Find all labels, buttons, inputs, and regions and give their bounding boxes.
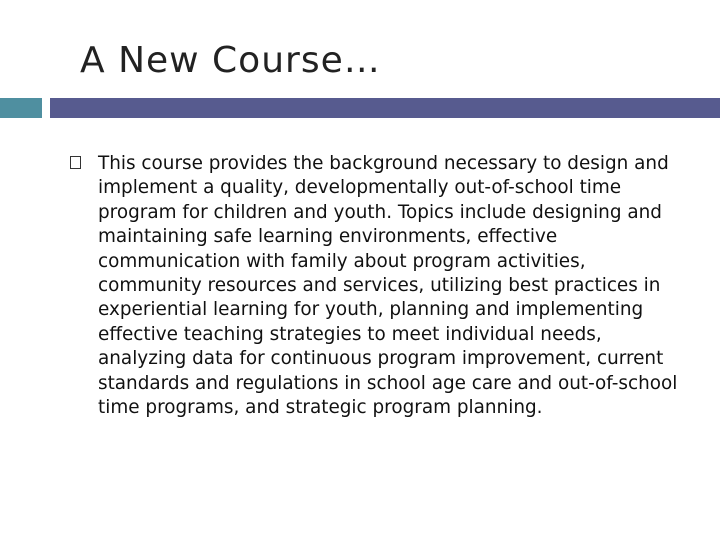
bullet-text: This course provides the background necessary to design and implement a quality, developmentally out-of-school time program for children and youth. Topics include designing and maintaining safe learning environments, effective communication with family about program activities, community resources and services, utilizing best practices in experiential learning for youth, planning and implementing effective teaching strategies to meet individual needs, analyzing data for continuous program improvement, current standards and regulations in school age care and out-of-school time programs, and strategic program planning. bbox=[98, 153, 678, 419]
accent-bar-main bbox=[50, 98, 720, 118]
accent-bar-left bbox=[0, 98, 42, 118]
bullet-item bbox=[70, 152, 690, 420]
square-bullet-icon bbox=[70, 156, 81, 169]
slide-title: A New Course… bbox=[80, 40, 381, 81]
